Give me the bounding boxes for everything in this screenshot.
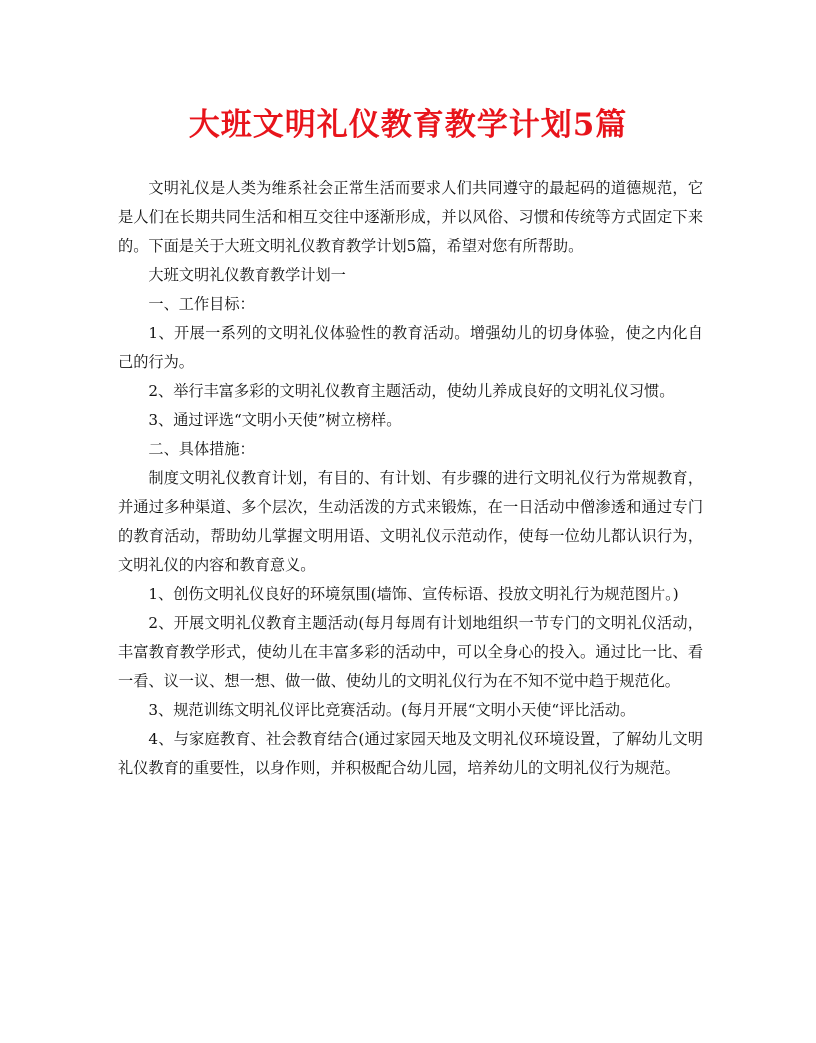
paragraph-measures-intro: 制度文明礼仪教育计划，有目的、有计划、有步骤的进行文明礼仪行为常规教育，并通过多种渠道、多个层次，生动活泼的方式来锻炼，在一日活动中僧渗透和通过专门的教育活动，帮助幼儿掌握文明用语、文明礼仪示范动作，使每一位幼儿都认识行为，文明礼仪的内容和教育意义。 xyxy=(118,469,703,574)
paragraph-measures-heading: 二、具体措施： xyxy=(148,440,255,458)
paragraph-goal-3: 3、通过评选“文明小天使”树立榜样。 xyxy=(148,411,402,429)
document-body xyxy=(118,174,703,783)
paragraph-measure-3: 3、规范训练文明礼仪评比竞赛活动。(每月开展“文明小天使“评比活动。 xyxy=(148,701,636,719)
paragraph-measure-2: 2、开展文明礼仪教育主题活动(每月每周有计划地组织一节专门的文明礼仪活动，丰富教育教学形式，使幼儿在丰富多彩的活动中，可以全身心的投入。通过比一比、看一看、议一议、想一想、做一做、使幼儿的文明礼仪行为在不知不觉中趋于规范化。 xyxy=(118,614,703,690)
document-title: 大班文明礼仪教育教学计划5篇 xyxy=(188,107,628,143)
paragraph-measure-1: 1、创伤文明礼仪良好的环境氛围(墙饰、宣传标语、投放文明礼行为规范图片。) xyxy=(148,585,679,603)
paragraph-measure-4: 4、与家庭教育、社会教育结合(通过家园天地及文明礼仪环境设置，了解幼儿文明礼仪教育的重要性，以身作则，并积极配合幼儿园，培养幼儿的文明礼仪行为规范。 xyxy=(118,730,703,777)
paragraph-section-heading: 大班文明礼仪教育教学计划一 xyxy=(148,266,346,284)
paragraph-goal-2: 2、举行丰富多彩的文明礼仪教育主题活动，使幼儿养成良好的文明礼仪习惯。 xyxy=(148,382,675,400)
paragraph-goal-1: 1、开展一系列的文明礼仪体验性的教育活动。增强幼儿的切身体验，使之内化自己的行为。 xyxy=(118,324,703,371)
paragraph-goals-heading: 一、工作目标： xyxy=(148,295,255,313)
paragraph-intro: 文明礼仪是人类为维系社会正常生活而要求人们共同遵守的最起码的道德规范，它是人们在长期共同生活和相互交往中逐渐形成，并以风俗、习惯和传统等方式固定下来的。下面是关于大班文明礼仪教育教学计划5篇，希望对您有所帮助。 xyxy=(118,179,703,255)
